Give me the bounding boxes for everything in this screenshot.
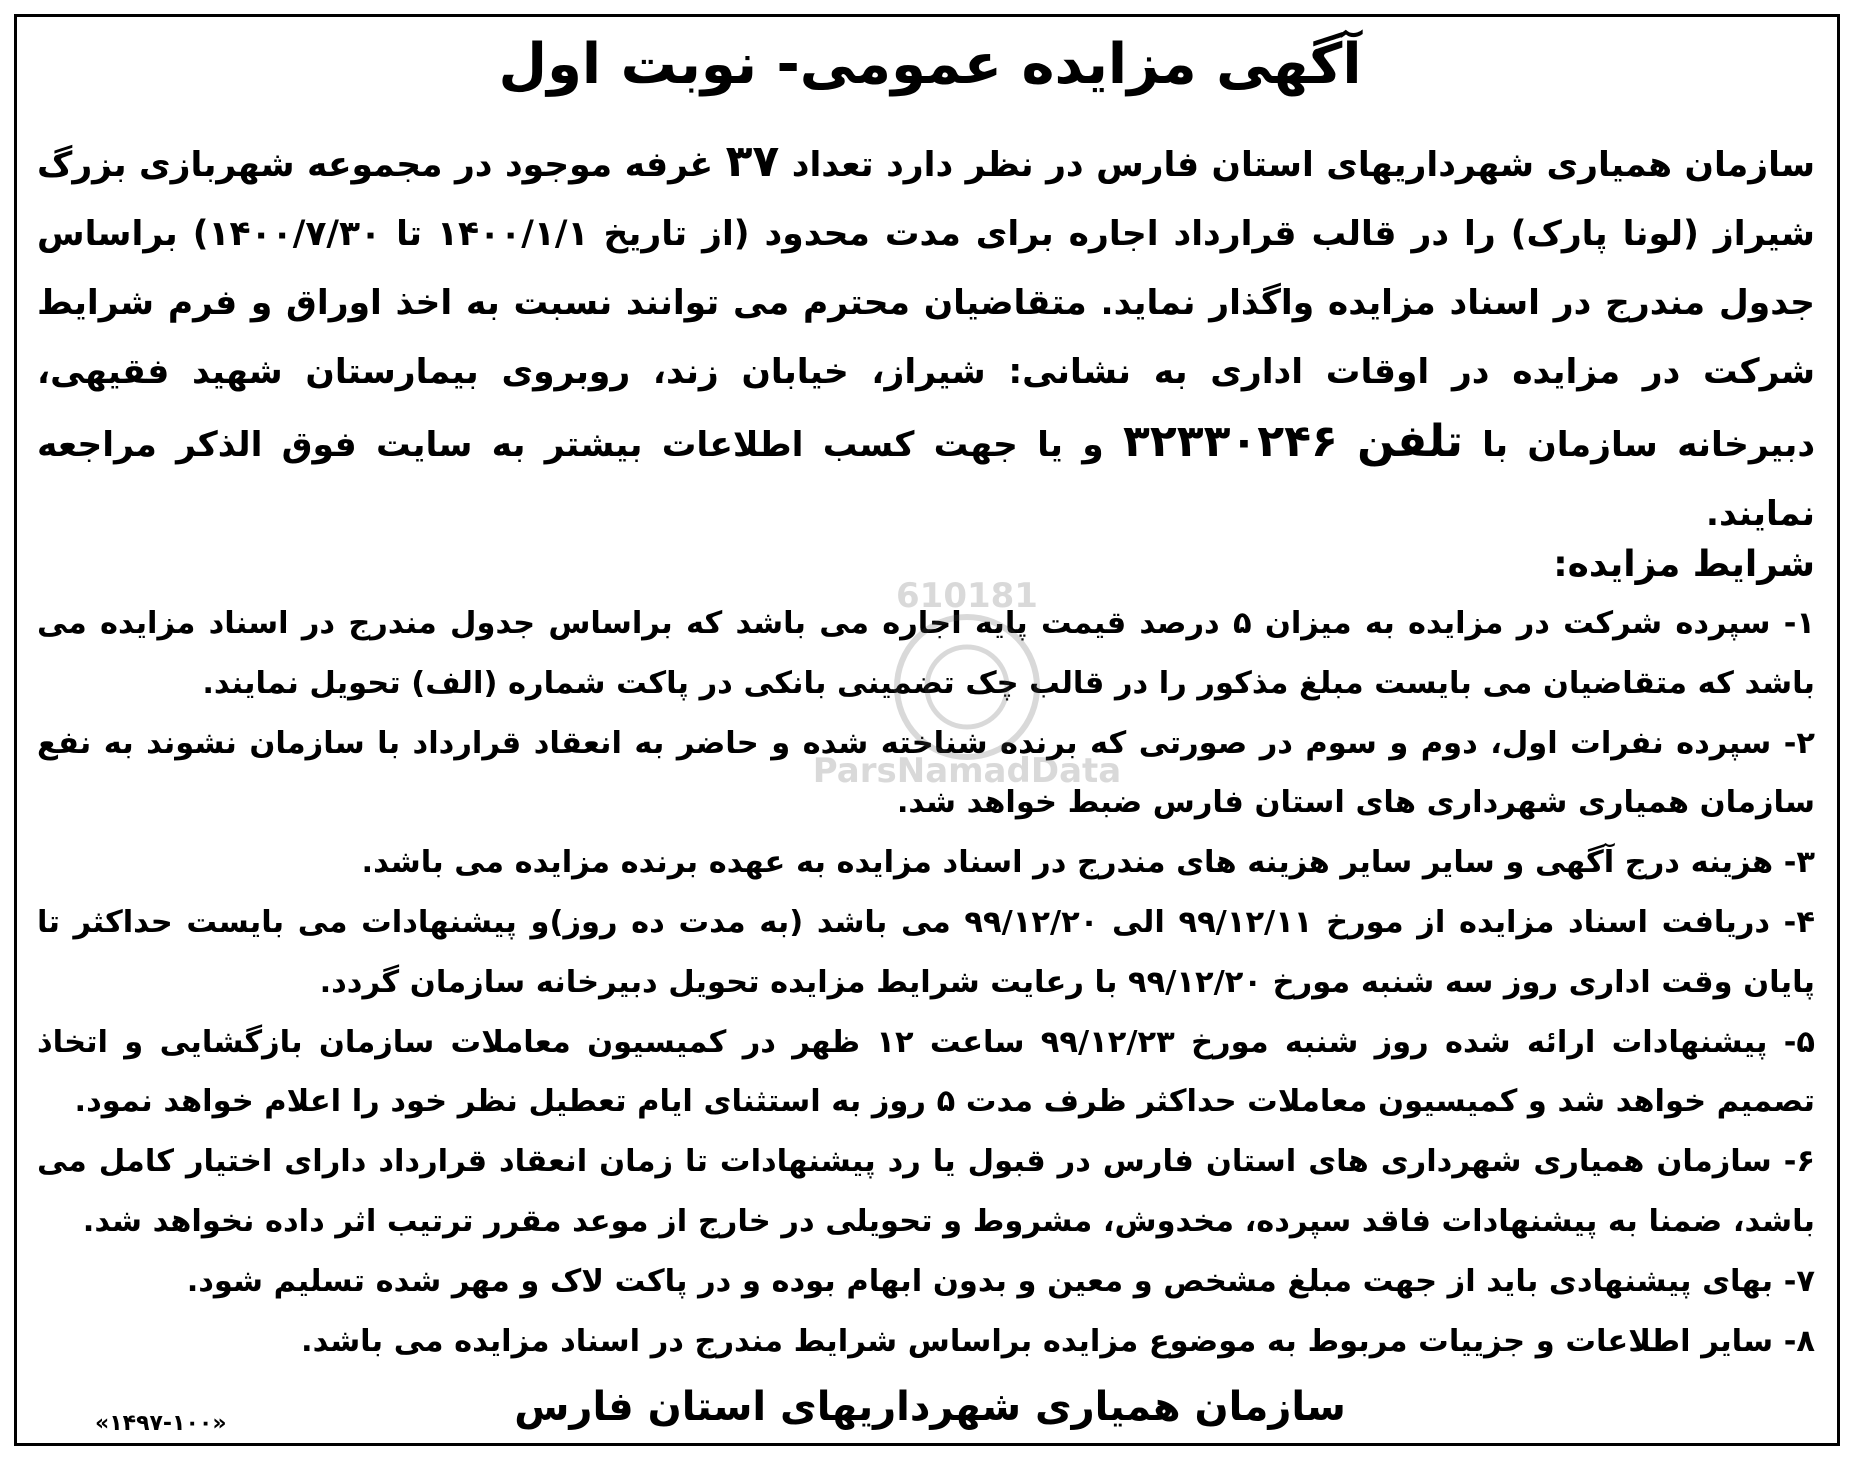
condition-item: ۵- پیشنهادات ارائه شده روز شنبه مورخ ۹۹/۱۲/۲۳ ساعت ۱۲ ظهر در کمیسیون معاملات سازمان بازگشایی و اتخاذ تصمیم خواهد شد و کمیسیون معاملات حداکثر ظرف مدت ۵ روز به استثنای ایام تعطیل نظر خود را اعلام خواهد نمود. — [37, 1024, 1815, 1120]
watermark-brand: ParsNamadData — [812, 751, 1122, 791]
intro-text-part3: و یا جهت کسب اطلاعات بیشتر به سایت فوق الذکر مراجعه نمایند. — [37, 425, 1815, 534]
condition-item: ۳- هزینه درج آگهی و سایر سایر هزینه های مندرج در اسناد مزایده به عهده برنده مزایده می باشد. — [361, 845, 1815, 881]
conditions-list — [37, 594, 1815, 1371]
notice-title: آگهی مزایده عمومی- نوبت اول — [498, 32, 1362, 97]
condition-item: ۲- سپرده نفرات اول، دوم و سوم در صورتی که برنده شناخته شده و حاضر به انعقاد قرارداد با سازمان نشوند به نفع سازمان همیاری شهرداری های استان فارس ضبط خواهد شد. — [37, 725, 1815, 821]
footer-code: «۱۴۹۷-۱۰۰» — [95, 1411, 227, 1436]
condition-item: ۱- سپرده شرکت در مزایده به میزان ۵ درصد قیمت پایه اجاره می باشد که براساس جدول مندرج در اسناد مزایده می باشد که متقاضیان می بایست مبلغ مذکور را در قالب چک تضمینی بانکی در پاکت شماره (الف) تحویل نمایند. — [37, 606, 1815, 701]
intro-text-part2: غرفه موجود در مجموعه شهربازی بزرگ شیراز (لونا پارک) را در قالب قرارداد اجاره برای مدت محدود (از تاریخ ۱۴۰۰/۱/۱ تا ۱۴۰۰/۷/۳۰) براساس جدول مندرج در اسناد مزایده واگذار نماید. متقاضیان محترم می توانند نسبت به اخذ اوراق و فرم شرایط شرکت در مزایده در اوقات اداری به نشانی: شیراز، خیابان زند، روبروی بیمارستان شهید فقیهی، دبیرخانه سازمان با — [37, 145, 1816, 465]
condition-item: ۸- سایر اطلاعات و جزییات مربوط به موضوع مزایده براساس شرایط مندرج در اسناد مزایده می باشد. — [300, 1323, 1815, 1359]
conditions-title: شرایط مزایده: — [1553, 544, 1815, 585]
footer-organization: سازمان همیاری شهرداریهای استان فارس — [514, 1384, 1346, 1430]
condition-item: ۷- بهای پیشنهادی باید از جهت مبلغ مشخص و معین و بدون ابهام بوده و در پاکت لاک و مهر شده تسلیم شود. — [186, 1263, 1815, 1299]
phone-label: تلفن — [1357, 416, 1463, 467]
intro-text-part1: سازمان همیاری شهرداریهای استان فارس در نظر دارد تعداد — [791, 145, 1816, 185]
condition-item: ۴- دریافت اسناد مزایده از مورخ ۹۹/۱۲/۱۱ الی ۹۹/۱۲/۲۰ می باشد (به مدت ده روز)و پیشنهادات می بایست حداکثر تا پایان وقت اداری روز سه شنبه مورخ ۹۹/۱۲/۲۰ با رعایت شرایط مزایده تحویل دبیرخانه سازمان گردد. — [37, 904, 1815, 1000]
intro-paragraph — [37, 127, 1815, 549]
condition-item: ۶- سازمان همیاری شهرداری های استان فارس در قبول یا رد پیشنهادات تا زمان انعقاد قرارداد دارای اختیار کامل می باشد، ضمنا به پیشنهادات فاقد سپرده، مخدوش، مشروط و تحویلی در خارج از موعد مقرر ترتیب اثر داده نخواهد شد. — [37, 1144, 1815, 1239]
notice-frame — [14, 14, 1840, 1446]
phone-number: ۳۲۳۳۰۲۴۶ — [1123, 416, 1338, 467]
booth-count: ۳۷ — [725, 136, 780, 187]
watermark-number: 610181 — [896, 577, 1038, 616]
